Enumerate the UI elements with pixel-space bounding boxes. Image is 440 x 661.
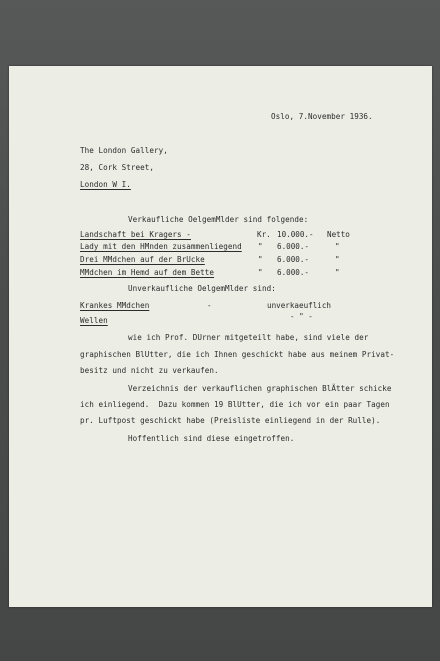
paragraph-line: wie ich Prof. DUrner mitgeteilt habe, sind viele der [128, 333, 369, 342]
letter-date: Oslo, 7.November 1936. [271, 112, 373, 121]
sale-item-currency: " [258, 242, 263, 251]
sale-item-title: Lady mit den HMnden zusammenliegend [80, 242, 242, 251]
sale-item-title: MMdchen im Hemd auf dem Bette [80, 268, 215, 277]
closing-sentence: Hoffentlich sind diese eingetroffen. [128, 434, 295, 443]
nonsale-paintings-heading: Unverkaufliche OelgemMlder sind: [128, 284, 276, 293]
nonsale-item-title: Krankes MMdchen [80, 301, 150, 310]
sale-item-note: " [335, 255, 340, 264]
sale-paintings-heading: Verkaufliche OelgemMlder sind folgende: [128, 215, 309, 224]
sale-item-note: " [335, 242, 340, 251]
sale-item-currency: " [258, 268, 263, 277]
recipient-city: London W I. [80, 180, 131, 189]
sale-item-amount: 6.000.- [277, 268, 310, 277]
nonsale-item-status: - " - [290, 312, 313, 321]
sale-item-currency: Kr. [257, 230, 271, 239]
sale-item-note: Netto [327, 230, 350, 239]
recipient-street: 28, Cork Street, [80, 163, 154, 172]
paragraph-line: ich einliegend. Dazu kommen 19 BlUtter, die ich vor ein paar Tagen [80, 400, 390, 409]
paragraph-line: pr. Luftpost geschickt habe (Preisliste einliegend in der Rulle). [80, 416, 381, 425]
sale-item-amount: 6.000.- [277, 255, 310, 264]
recipient-name: The London Gallery, [80, 146, 168, 155]
sale-item-amount: 6.000.- [277, 242, 310, 251]
sale-item-currency: " [258, 255, 263, 264]
nonsale-item-title: Wellen [80, 316, 108, 325]
sale-item-amount: 10.000.- [277, 230, 314, 239]
nonsale-item-dash: - [207, 301, 212, 310]
sale-item-note: " [335, 268, 340, 277]
paragraph-line: Verzeichnis der verkauflichen graphischen BlÄtter schicke [128, 384, 392, 393]
nonsale-item-status: unverkaeuflich [267, 301, 332, 310]
sale-item-title: Landschaft bei Kragers - [80, 230, 191, 239]
sale-item-title: Drei MMdchen auf der BrUcke [80, 255, 205, 264]
paragraph-line: graphischen BlUtter, die ich Ihnen geschickt habe aus meinem Privat- [80, 350, 395, 359]
paragraph-line: besitz und nicht zu verkaufen. [80, 366, 219, 375]
letter-page [9, 66, 432, 607]
